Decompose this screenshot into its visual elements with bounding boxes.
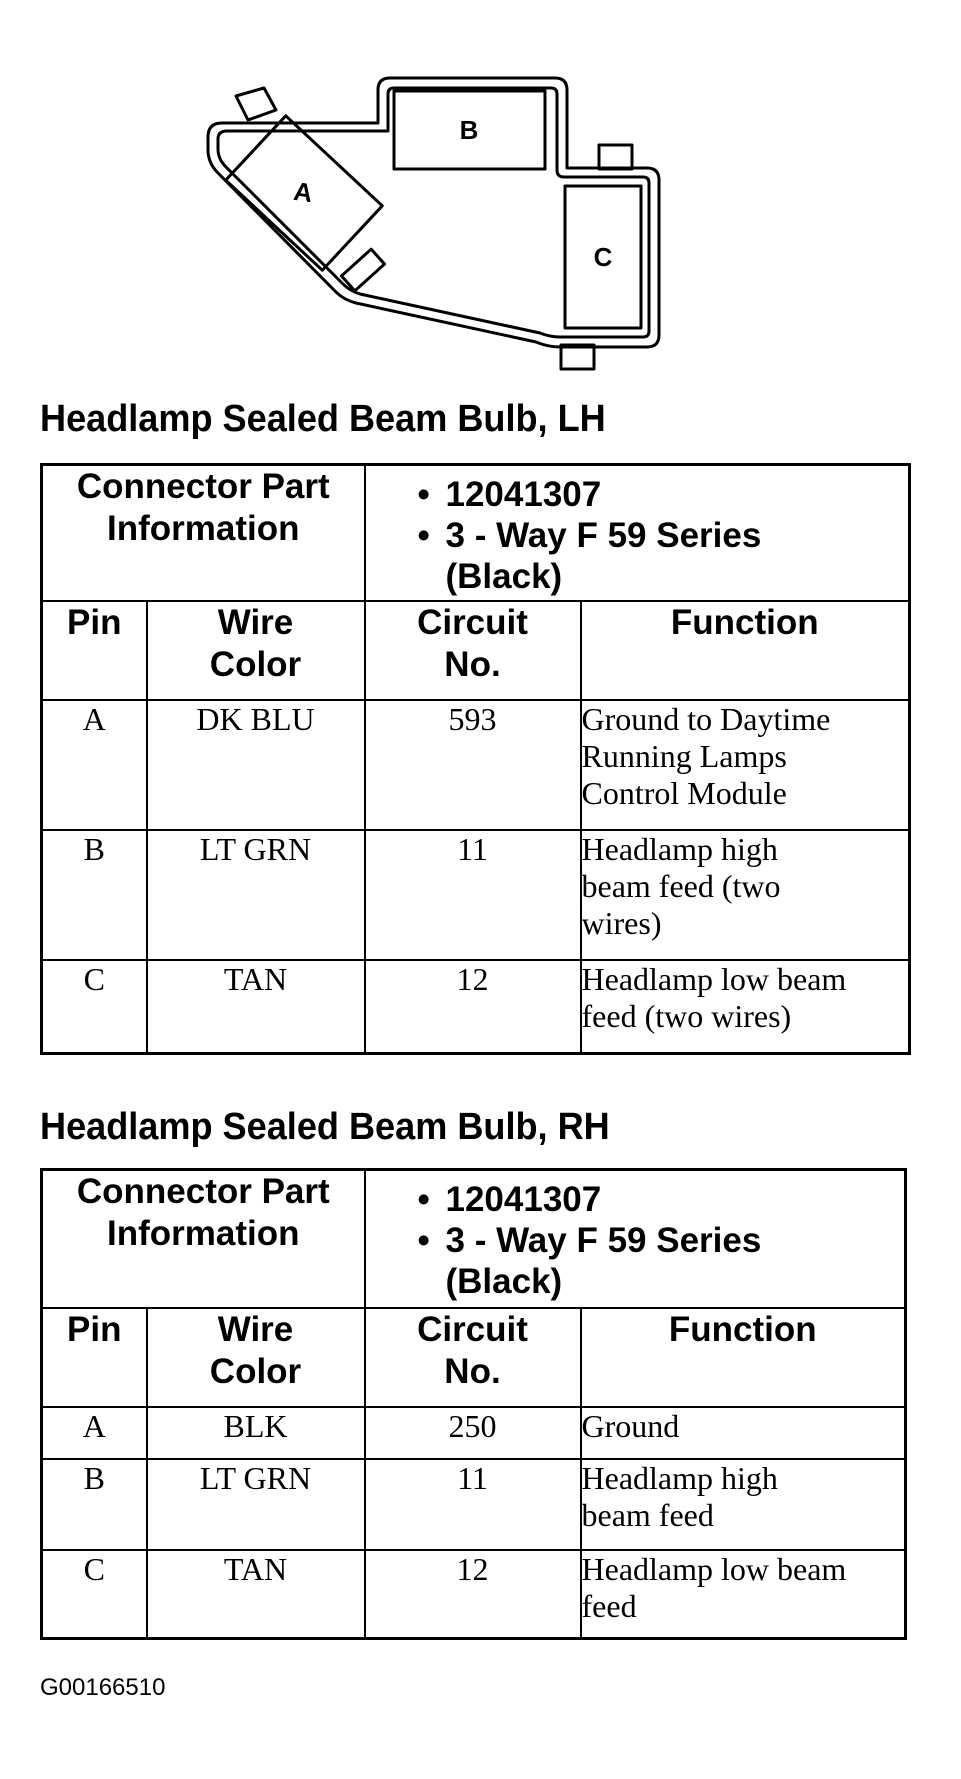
circuit-cell: 250 [365, 1407, 581, 1459]
pin-cell: A [42, 700, 147, 830]
circuit-cell: 12 [365, 1550, 581, 1639]
part-number: 12041307 [445, 1180, 602, 1219]
circuit-cell: 11 [365, 1459, 581, 1550]
latch-tab-top-right [599, 145, 632, 169]
connector-housing-outline [208, 78, 659, 347]
wire-color-cell: TAN [147, 960, 365, 1054]
header-wire-color: Wire Color [147, 1308, 365, 1407]
cavity-c-label: C [593, 242, 613, 272]
part-number: 12041307 [445, 475, 602, 514]
table-row [42, 830, 910, 960]
function-cell: Ground to Daytime Running Lamps Control Module [581, 700, 910, 830]
header-pin: Pin [42, 1308, 147, 1407]
latch-tab-bottom [561, 345, 594, 369]
wire-color-cell: DK BLU [147, 700, 365, 830]
connector-face-diagram [0, 0, 961, 400]
cavity-b-label: B [459, 115, 479, 145]
function-cell: Ground [581, 1407, 906, 1459]
table-row [42, 960, 910, 1054]
section-title-lh: Headlamp Sealed Beam Bulb, LH [40, 398, 606, 440]
connector-part-info-value: • 12041307 • 3 - Way F 59 Series (Black) [365, 1170, 906, 1308]
pin-cell: B [42, 830, 147, 960]
header-pin: Pin [42, 601, 147, 700]
circuit-cell: 11 [365, 830, 581, 960]
pin-cell: C [42, 960, 147, 1054]
function-cell: Headlamp high beam feed (two wires) [581, 830, 910, 960]
pin-cell: B [42, 1459, 147, 1550]
function-cell: Headlamp low beam feed [581, 1550, 906, 1639]
wire-color-cell: TAN [147, 1550, 365, 1639]
header-circuit-no: Circuit No. [365, 1308, 581, 1407]
section-title-rh: Headlamp Sealed Beam Bulb, RH [40, 1106, 610, 1148]
part-description: 3 - Way F 59 Series [445, 1221, 762, 1260]
header-function: Function [581, 601, 910, 700]
figure-id: G00166510 [40, 1674, 166, 1701]
wire-color-cell: LT GRN [147, 1459, 365, 1550]
cavity-a-key [341, 249, 384, 291]
connector-part-info-label: Connector Part Information [42, 465, 365, 601]
connector-part-info-value: • 12041307 • 3 - Way F 59 Series (Black) [365, 465, 910, 601]
header-wire-color: Wire Color [147, 601, 365, 700]
circuit-cell: 593 [365, 700, 581, 830]
cavity-a-label: A [291, 175, 315, 209]
wire-color-cell: LT GRN [147, 830, 365, 960]
header-circuit-no: Circuit No. [365, 601, 581, 700]
function-cell: Headlamp high beam feed [581, 1459, 906, 1550]
connector-table-rh [40, 1168, 907, 1640]
table-row [42, 1550, 906, 1639]
connector-table-lh [40, 463, 911, 1055]
table-row [42, 1407, 906, 1459]
wire-color-cell: BLK [147, 1407, 365, 1459]
circuit-cell: 12 [365, 960, 581, 1054]
connector-housing-inner [218, 88, 649, 337]
latch-tab-top-left [236, 88, 276, 120]
pin-cell: C [42, 1550, 147, 1639]
header-function: Function [581, 1308, 906, 1407]
part-description: 3 - Way F 59 Series [445, 516, 762, 555]
function-cell: Headlamp low beam feed (two wires) [581, 960, 910, 1054]
connector-part-info-label: Connector Part Information [42, 1170, 365, 1308]
table-row [42, 700, 910, 830]
table-row [42, 1459, 906, 1550]
pin-cell: A [42, 1407, 147, 1459]
